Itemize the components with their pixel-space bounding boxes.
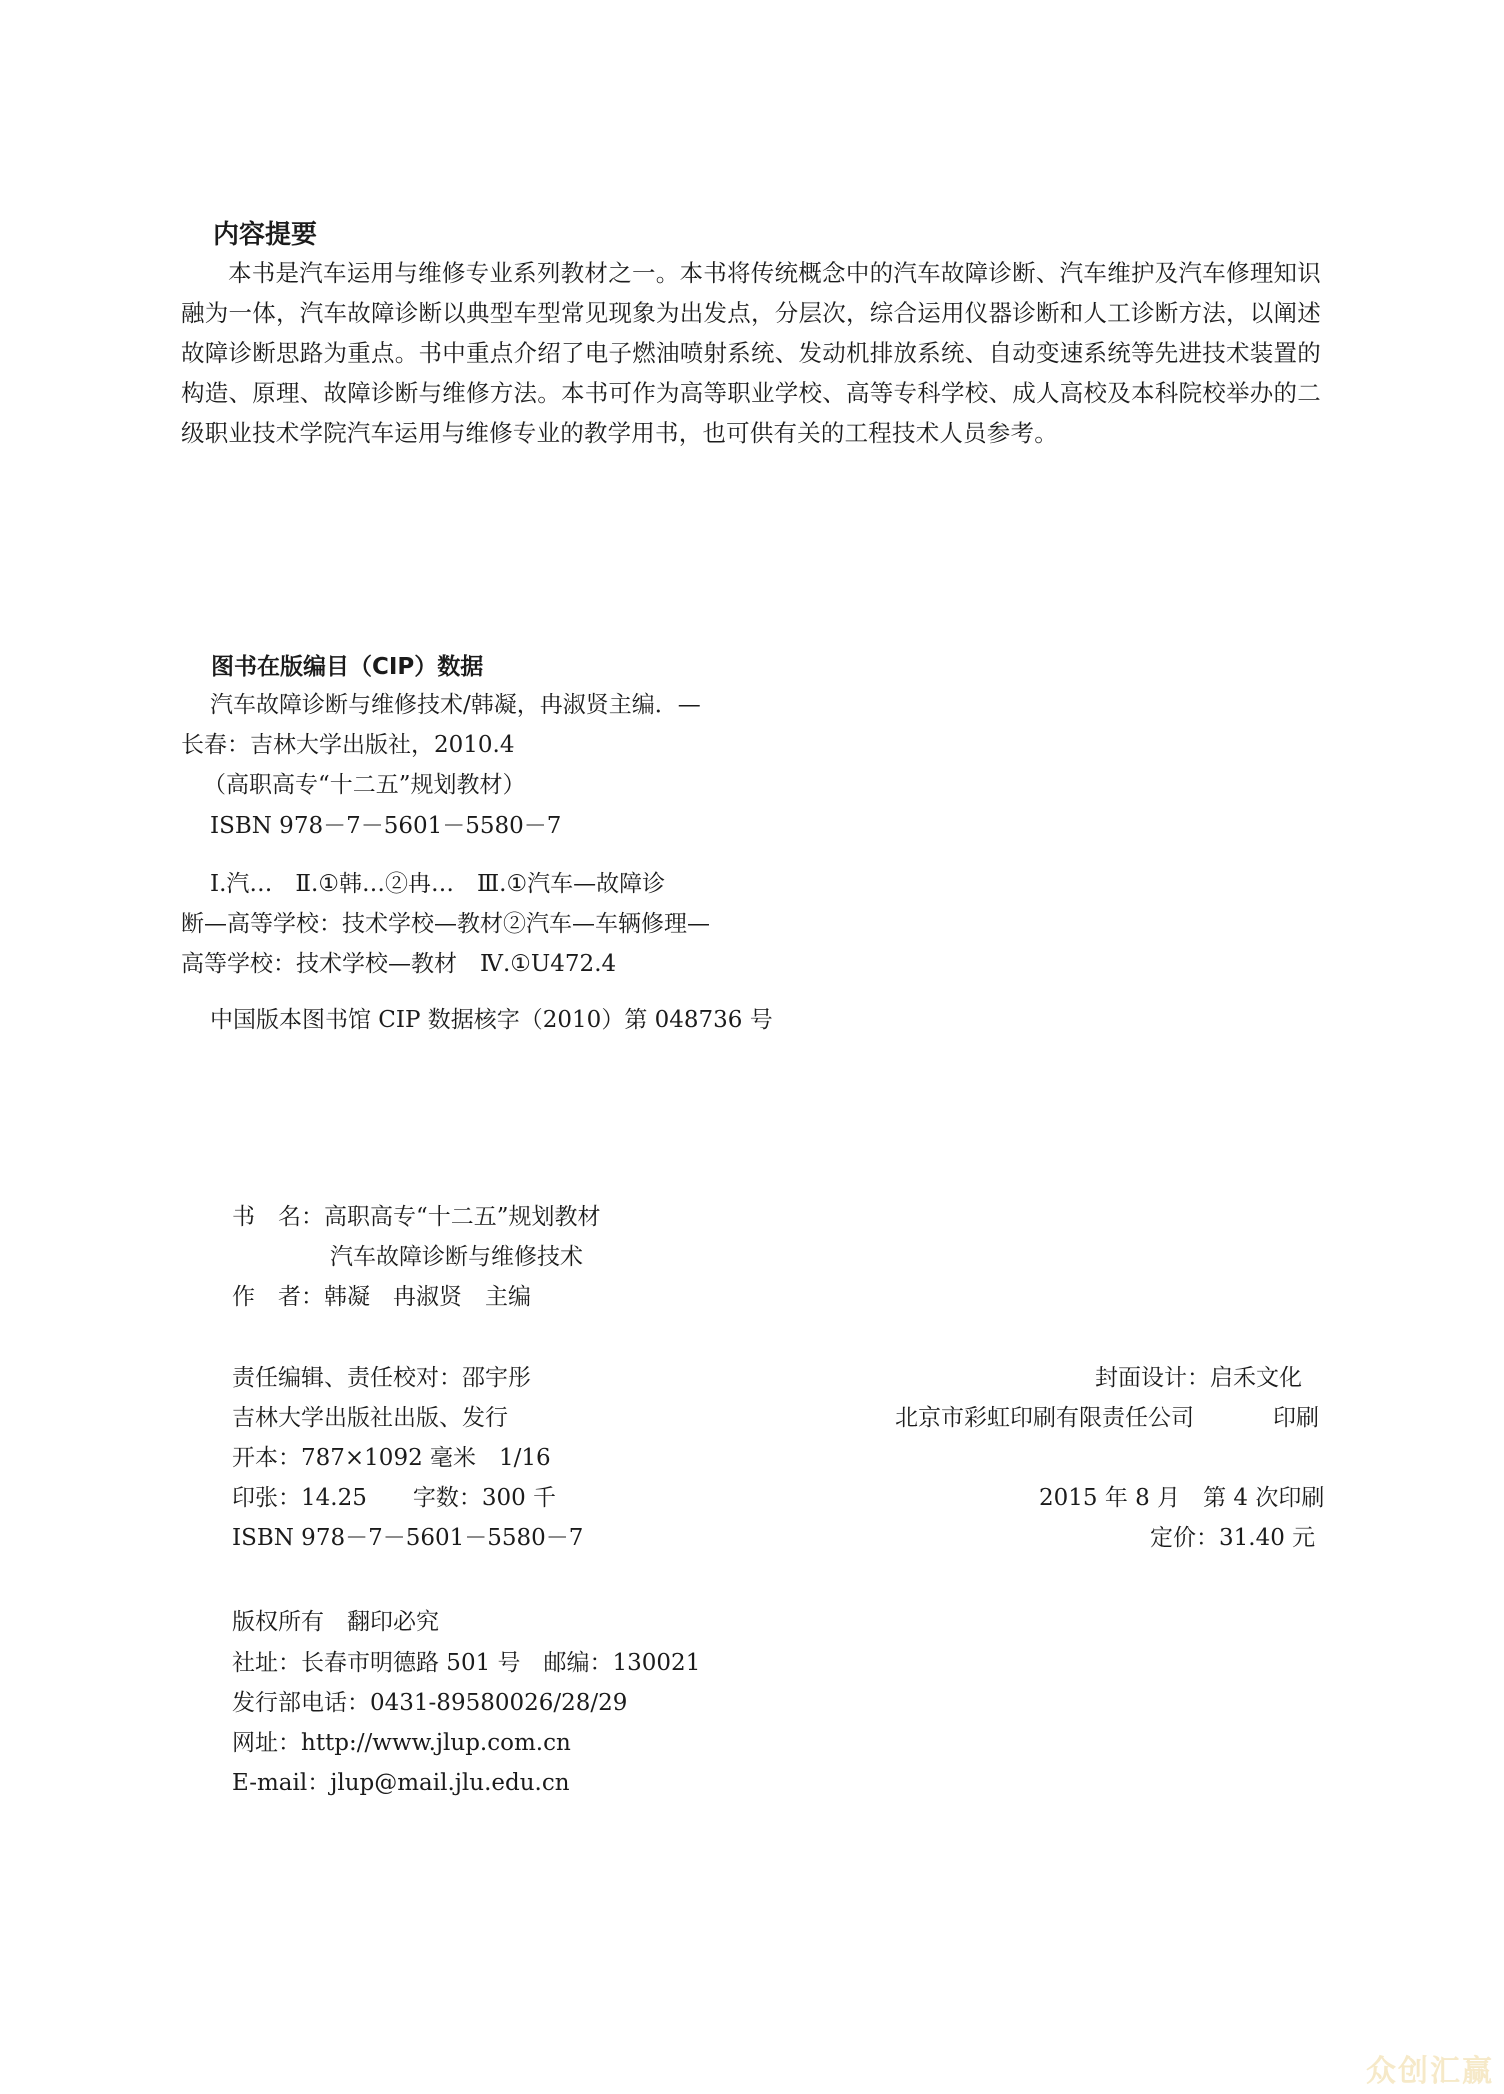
cip-line-5: Ⅰ.汽… Ⅱ.①韩…②冉… Ⅲ.①汽车—故障诊: [210, 871, 666, 897]
format-line: 开本：787×1092 毫米 1/16: [232, 1445, 551, 1471]
cip-title: 图书在版编目（CIP）数据: [211, 654, 484, 680]
cover-design: 封面设计：启禾文化: [1095, 1365, 1302, 1391]
cip-line-7: 高等学校：技术学校—教材 Ⅳ.①U472.4: [181, 951, 617, 977]
summary-heading: 内容提要: [213, 220, 318, 250]
printer-suffix: 印刷: [1273, 1405, 1319, 1431]
sheets-wordcount-line: 印张：14.25 字数：300 千: [232, 1485, 557, 1511]
cip-line-8: 中国版本图书馆 CIP 数据核字（2010）第 048736 号: [210, 1007, 773, 1033]
copyright-notice: 版权所有 翻印必究: [232, 1609, 439, 1635]
summary-paragraph: 本书是汽车运用与维修专业系列教材之一。本书将传统概念中的汽车故障诊断、汽车维护及汽车修理知识融为一体，汽车故障诊断以典型车型常见现象为出发点，分层次，综合运用仪器诊断和人工诊断方法，以阐述故障诊断思路为重点。书中重点介绍了电子燃油喷射系统、发动机排放系统、自动变速系统等先进技术装置的构造、原理、故障诊断与维修方法。本书可作为高等职业学校、高等专科学校、成人高校及本科院校举办的二级职业技术学院汽车运用与维修专业的教学用书，也可供有关的工程技术人员参考。: [181, 259, 1321, 447]
book-name-line-1: 书 名：高职高专“十二五”规划教材: [232, 1204, 601, 1230]
print-date: 2015 年 8 月 第 4 次印刷: [1039, 1485, 1325, 1511]
book-author-line: 作 者：韩凝 冉淑贤 主编: [232, 1284, 531, 1310]
book-name-line-2: 汽车故障诊断与维修技术: [330, 1244, 583, 1270]
cip-line-4: ISBN 978－7－5601－5580－7: [210, 813, 562, 839]
publisher-line: 吉林大学出版社出版、发行: [232, 1405, 508, 1431]
responsible-editor: 责任编辑、责任校对：邵宇彤: [232, 1365, 531, 1391]
cip-line-1: 汽车故障诊断与维修技术/韩凝，冉淑贤主编．—: [210, 692, 701, 718]
watermark-logo: 众创汇赢: [1366, 2054, 1494, 2089]
printer-name: 北京市彩虹印刷有限责任公司: [895, 1405, 1194, 1431]
email-line: E-mail：jlup@mail.jlu.edu.cn: [232, 1770, 570, 1796]
isbn-line: ISBN 978－7－5601－5580－7: [232, 1525, 584, 1551]
cip-line-2: 长春：吉林大学出版社，2010.4: [181, 732, 515, 758]
phone-line: 发行部电话：0431-89580026/28/29: [232, 1690, 628, 1716]
price: 定价：31.40 元: [1150, 1525, 1316, 1551]
website-line: 网址：http://www.jlup.com.cn: [232, 1730, 571, 1756]
cip-line-6: 断—高等学校：技术学校—教材②汽车—车辆修理—: [181, 911, 710, 937]
cip-line-3: （高职高专“十二五”规划教材）: [203, 772, 526, 798]
address-line: 社址：长春市明德路 501 号 邮编：130021: [232, 1650, 701, 1676]
